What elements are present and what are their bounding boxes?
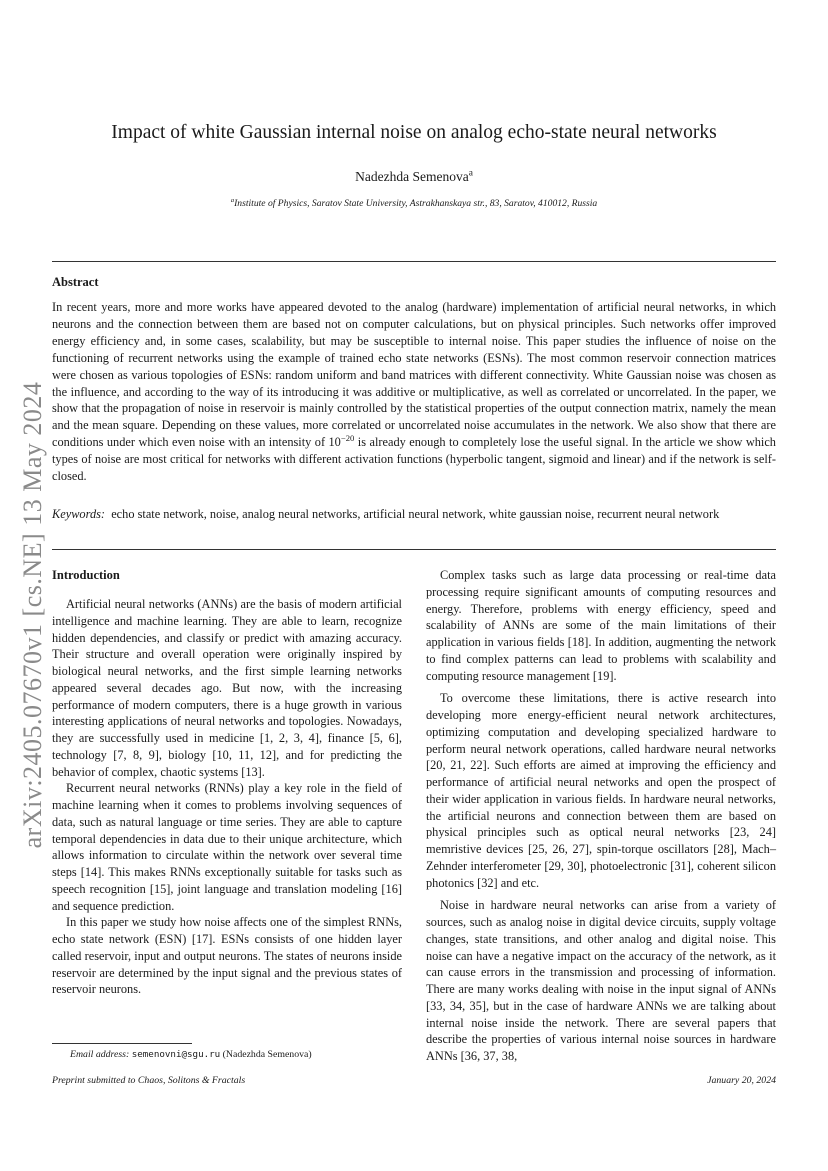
footnote-divider [52, 1043, 192, 1044]
abstract-heading: Abstract [52, 275, 99, 289]
preprint-date: January 20, 2024 [707, 1075, 776, 1086]
right-column [426, 567, 776, 1065]
author-line [52, 168, 776, 186]
footnote [70, 1049, 312, 1060]
intro-paragraph: In this paper we study how noise affects one of the simplest RNNs, echo state network (ESN) [17]. ESNs consists of one hidden layer called reservoir, input and output neurons. The states of neurons inside reservoir are determined by the input signal and the previous states of reservoir neurons. [52, 915, 402, 997]
preprint-note: Preprint submitted to Chaos, Solitons & Fractals [52, 1075, 246, 1086]
intro-paragraph: To overcome these limitations, there is active research into developing more energy-efficient neural network architectures, optimizing computation and developing specialized hardware to perform neural network operations, called hardware neural networks [20, 21, 22]. Such efforts are aimed at improving the efficiency and performance of artificial neural networks and open the prospect of their wider application in various fields. In hardware neural networks, the artificial neurons and connection between them are based on physical principles such as optical neural networks [23, 24] memristive devices [25, 26, 27], spin-torque oscillators [28], Mach–Zehnder interferometer [29, 30], photoelectronic [31], coherent silicon photonics [32] and etc. [426, 691, 776, 890]
intro-paragraph: Artificial neural networks (ANNs) are the basis of modern artificial intelligence and machine learning. They are able to learn, recognize hidden dependencies, and classify or predict with amazing accuracy. Their structure and overall operation were originally inspired by biological neural networks, and the first simple learning networks appeared several decades ago. But now, with the increasing performance of modern computers, there is a huge growth in various interesting applications of neural networks and topologies. Nowadays, they are successfully used in medicine [1, 2, 3, 4], finance [5, 6], technology [7, 8, 9], biology [10, 11, 12], and for predicting the behavior of complex, chaotic systems [13]. [52, 597, 402, 779]
arxiv-side-stamp [8, 355, 58, 875]
abstract-text [52, 299, 776, 485]
keywords [52, 506, 776, 523]
affiliation-text: Institute of Physics, Saratov State University, Astrakhanskaya str., 83, Saratov, 410012, Russia [234, 198, 598, 209]
affiliation-mark: a [230, 196, 235, 204]
left-column [52, 567, 402, 998]
intro-paragraph: Noise in hardware neural networks can arise from a variety of sources, such as analog noise in digital device circuits, supply voltage changes, state transitions, and other analog and digital noise. This noise can have a negative impact on the accuracy of the network, as it can cause errors in the transmission and processing of information. There are many works dealing with noise in the input signal of ANNs [33, 34, 35], but in the case of hardware ANNs we are talking about internal noise inside the network. There are several papers that describe the properties of various internal noise sources in hardware ANNs [36, 37, 38, [426, 898, 776, 1063]
abstract-text-part-2: is already enough to completely lose the useful signal. In the article we show which types of noise are most critical for networks with different activation functions (hyperbolic tangent, sigmoid and linear) and if the network is self-closed. [52, 435, 776, 484]
author-email[interactable]: semenovni@sgu.ru [131, 1049, 221, 1060]
keywords-text: echo state network, noise, analog neural networks, artificial neural network, white gaussian noise, recurrent neural network [111, 507, 720, 521]
footnote-label: Email address: [70, 1049, 130, 1060]
arxiv-identifier: arXiv:2405.07670v1 [cs.NE] 13 May 2024 [18, 381, 47, 849]
abstract-bottom-divider [52, 549, 776, 550]
intro-paragraph: Complex tasks such as large data processing or real-time data processing require significant amounts of computing resources and energy. Therefore, problems with energy efficiency, speed and scalability of ANNs are some of the main limitations of their application in various fields [18]. In addition, augmenting the network to find complex patterns can lead to problems with scalability and computing resource management [19]. [426, 568, 776, 683]
author-affiliation-mark: a [468, 168, 473, 179]
top-divider [52, 261, 776, 262]
introduction-heading: Introduction [52, 568, 120, 582]
keywords-label: Keywords: [52, 507, 106, 521]
paper-title: Impact of white Gaussian internal noise on analog echo-state neural networks [111, 122, 717, 143]
abstract-exponent: −20 [340, 433, 355, 444]
footnote-author-name: (Nadezhda Semenova) [222, 1049, 312, 1060]
abstract-text-part-1: In recent years, more and more works have appeared devoted to the analog (hardware) implementation of artificial neural networks, in which neurons and the connection between them are based not on computer calculations, but on physical principles. Such networks offer improved energy efficiency and, in some cases, scalability, but may be susceptible to internal noise. This paper studies the influence of noise on the functioning of recurrent networks using the example of trained echo state networks (ESNs). The most common reservoir connection matrices were chosen as various topologies of ESNs: random uniform and band matrices with different connectivity. White Gaussian noise was chosen as the influence, and according to the way of its introducing it was additive or multiplicative, as well as correlated or uncorrelated. In the paper, we show that the propagation of noise in reservoir is mainly controlled by the statistical properties of the output connection matrix, namely the mean and the mean square. Depending on these values, more correlated or uncorrelated noise accumulates in the network. We also show that there are conditions under which even noise with an intensity of 10 [52, 300, 776, 450]
intro-paragraph: Recurrent neural networks (RNNs) play a key role in the field of machine learning when it comes to problems involving sequences of data, such as natural language or time series. They are able to capture temporal dependencies in data due to their unique architecture, which allows information to circulate within the network over several time steps [14]. This makes RNNs exceptionally suitable for tasks such as speech recognition [15], joint language and translation modeling [16] and sequence prediction. [52, 781, 402, 913]
author-name: Nadezhda Semenova [355, 169, 469, 184]
affiliation-line [52, 197, 776, 211]
